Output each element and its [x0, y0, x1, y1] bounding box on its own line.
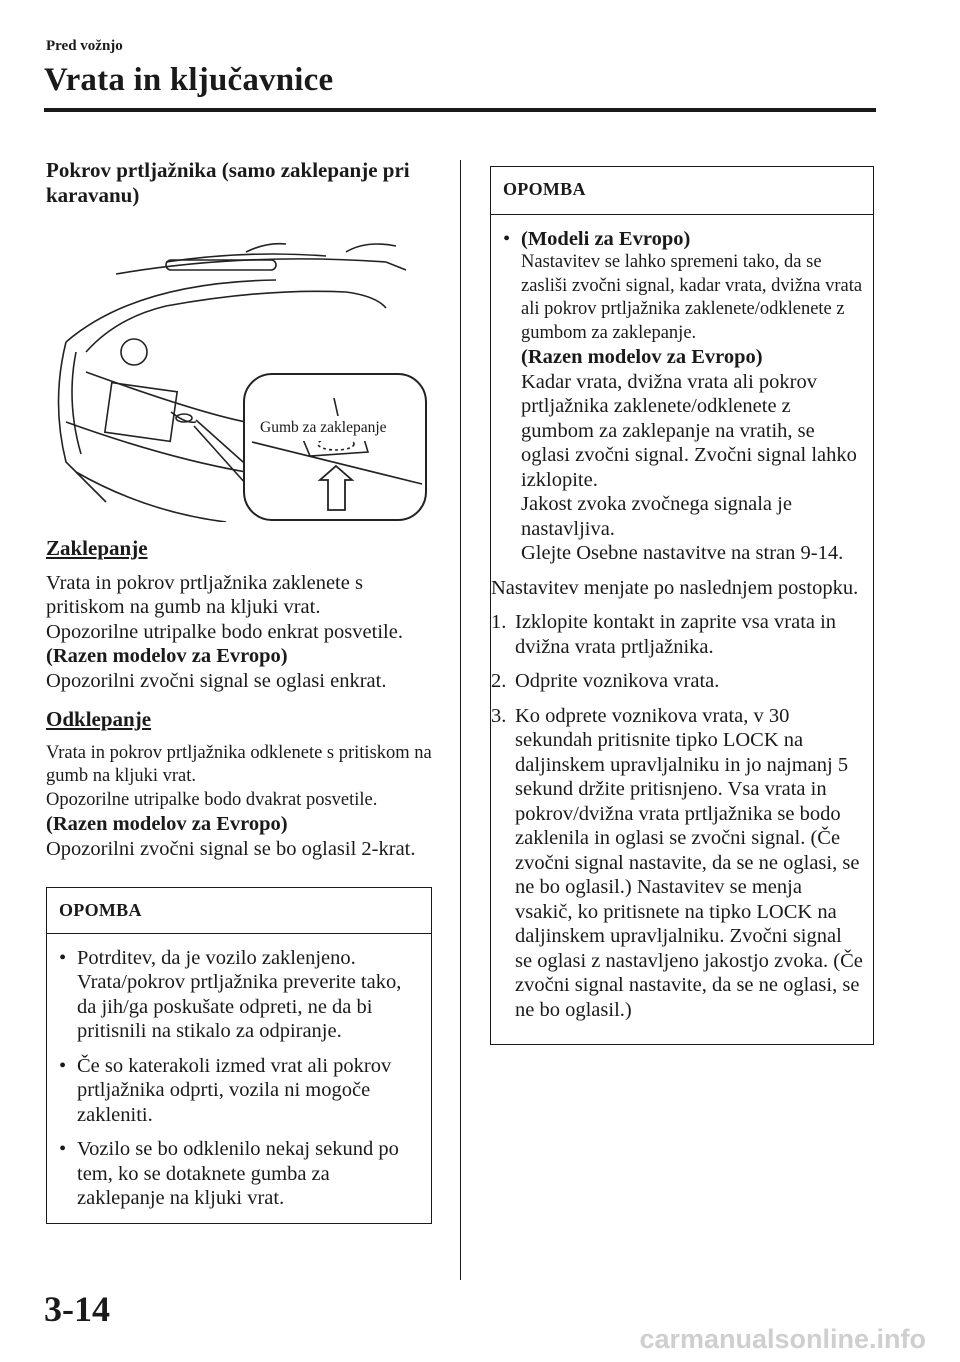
unlocking-heading: Odklepanje: [46, 707, 152, 731]
locking-text-1: Vrata in pokrov prtljažnika zaklenete s pritiskom na gumb na kljuki vrat.: [46, 571, 363, 618]
liftgate-figure: [46, 222, 432, 522]
step-item: [491, 704, 863, 1023]
right-column: [490, 166, 874, 1045]
note-body: [491, 215, 873, 1045]
left-column: [46, 158, 432, 1224]
note-bullet: • Potrditev, da je vozilo zaklenjeno. Vrata/pokrov prtljažnika preverite tako, da jih/ga poskušate odpreti, ne da bi pritisnili na stikalo za odpiranje.: [57, 946, 421, 1044]
locking-text-2: Opozorilne utripalke bodo enkrat posvetile.: [46, 620, 403, 643]
procedure-intro: Nastavitev menjate po naslednjem postopku.: [491, 576, 859, 599]
step-text: Izklopite kontakt in zaprite vsa vrata in dvižna vrata prtljažnika.: [515, 611, 837, 658]
step-item: [491, 610, 863, 659]
unlocking-text-1: Vrata in pokrov prtljažnika odklenete s pritiskom na gumb na kljuki vrat.: [46, 742, 432, 786]
page-title: Vrata in ključavnice: [44, 62, 334, 98]
step-number: 2.: [491, 670, 507, 692]
unlocking-text-2: Opozorilne utripalke bodo dvakrat posvetile.: [46, 789, 378, 810]
procedure-steps: [491, 610, 863, 1022]
note-bullet: • Če so katerakoli izmed vrat ali pokrov prtljažnika odprti, vozila ni mogoče zakleniti.: [57, 1054, 421, 1128]
step-number: 3.: [491, 704, 507, 727]
note-heading: OPOMBA: [47, 888, 431, 934]
locking-heading: Zaklepanje: [46, 536, 148, 560]
unlocking-text-3: Opozorilni zvočni signal se bo oglasil 2-krat.: [46, 837, 416, 860]
note-bullet: • Vozilo se bo odklenilo nekaj sekund po tem, ko se dotaknete gumba za zaklepanje na kljuki vrat.: [57, 1137, 421, 1211]
callout-label: Gumb za zaklepanje: [258, 416, 389, 441]
note-box-left: [46, 887, 432, 1224]
note-box-right: [490, 166, 874, 1045]
note-heading: OPOMBA: [491, 167, 873, 215]
except-europe-label: (Razen modelov za Evropo): [521, 346, 763, 368]
europe-models-text: Nastavitev se lahko spremeni tako, da se zasliši zvočni signal, kadar vrata, dvižna vrata ali pokrov prtljažnika zaklenete/odklenete z gumbom za zaklepanje.: [521, 252, 863, 343]
note-body: [47, 934, 431, 1223]
locking-text-3: Opozorilni zvočni signal se oglasi enkrat.: [46, 669, 387, 692]
step-item: [491, 669, 863, 694]
step-number: 1.: [491, 611, 507, 633]
europe-models-label: • (Modeli za Evropo): [521, 227, 691, 250]
except-europe-text: Kadar vrata, dvižna vrata ali pokrov prtljažnika zaklenete/odklenete z gumbom za zaklepanje na vratih, se oglasi zvočni signal. Zvočni signal lahko izklopite.: [521, 370, 857, 491]
column-divider: [460, 160, 461, 1280]
step-text: Odprite voznikova vrata.: [515, 670, 720, 692]
locking-europe-label: (Razen modelov za Evropo): [46, 645, 288, 667]
volume-text: Jakost zvoka zvočnega signala je nastavljiva.: [521, 493, 792, 540]
title-rule: [44, 108, 876, 112]
step-text: Ko odprete voznikova vrata, v 30 sekundah pritisnite tipko LOCK na daljinskem upravljalniku in jo najmanj 5 sekund držite pritisnjeno. Vsa vrata in pokrov/dvižna vrata prtljažnika se bodo zaklenila in oglasi se zvočni signal. (Če zvočni signal nastavite, da se ne oglasi, se ne bo oglasil.) Nastavitev se menja vsakič, ko pritisnete na tipko LOCK na daljinskem upravljalniku. Zvočni signal se oglasi z nastavljeno jakostjo zvoka. (Če zvočni signal nastavite, da se ne oglasi, se ne bo oglasil.): [515, 704, 863, 1021]
reference-text: Glejte Osebne nastavitve na stran 9-14.: [521, 542, 844, 564]
section-kicker: Pred vožnjo: [46, 38, 123, 54]
liftgate-illustration: [46, 222, 432, 522]
watermark: carmanualsonline.info: [639, 1324, 926, 1354]
note-bullet-europe: [501, 227, 863, 566]
unlocking-europe-label: (Razen modelov za Evropo): [46, 813, 288, 835]
section-heading: Pokrov prtljažnika (samo zaklepanje pri karavanu): [46, 158, 410, 207]
page-number: 3-14: [44, 1289, 110, 1329]
